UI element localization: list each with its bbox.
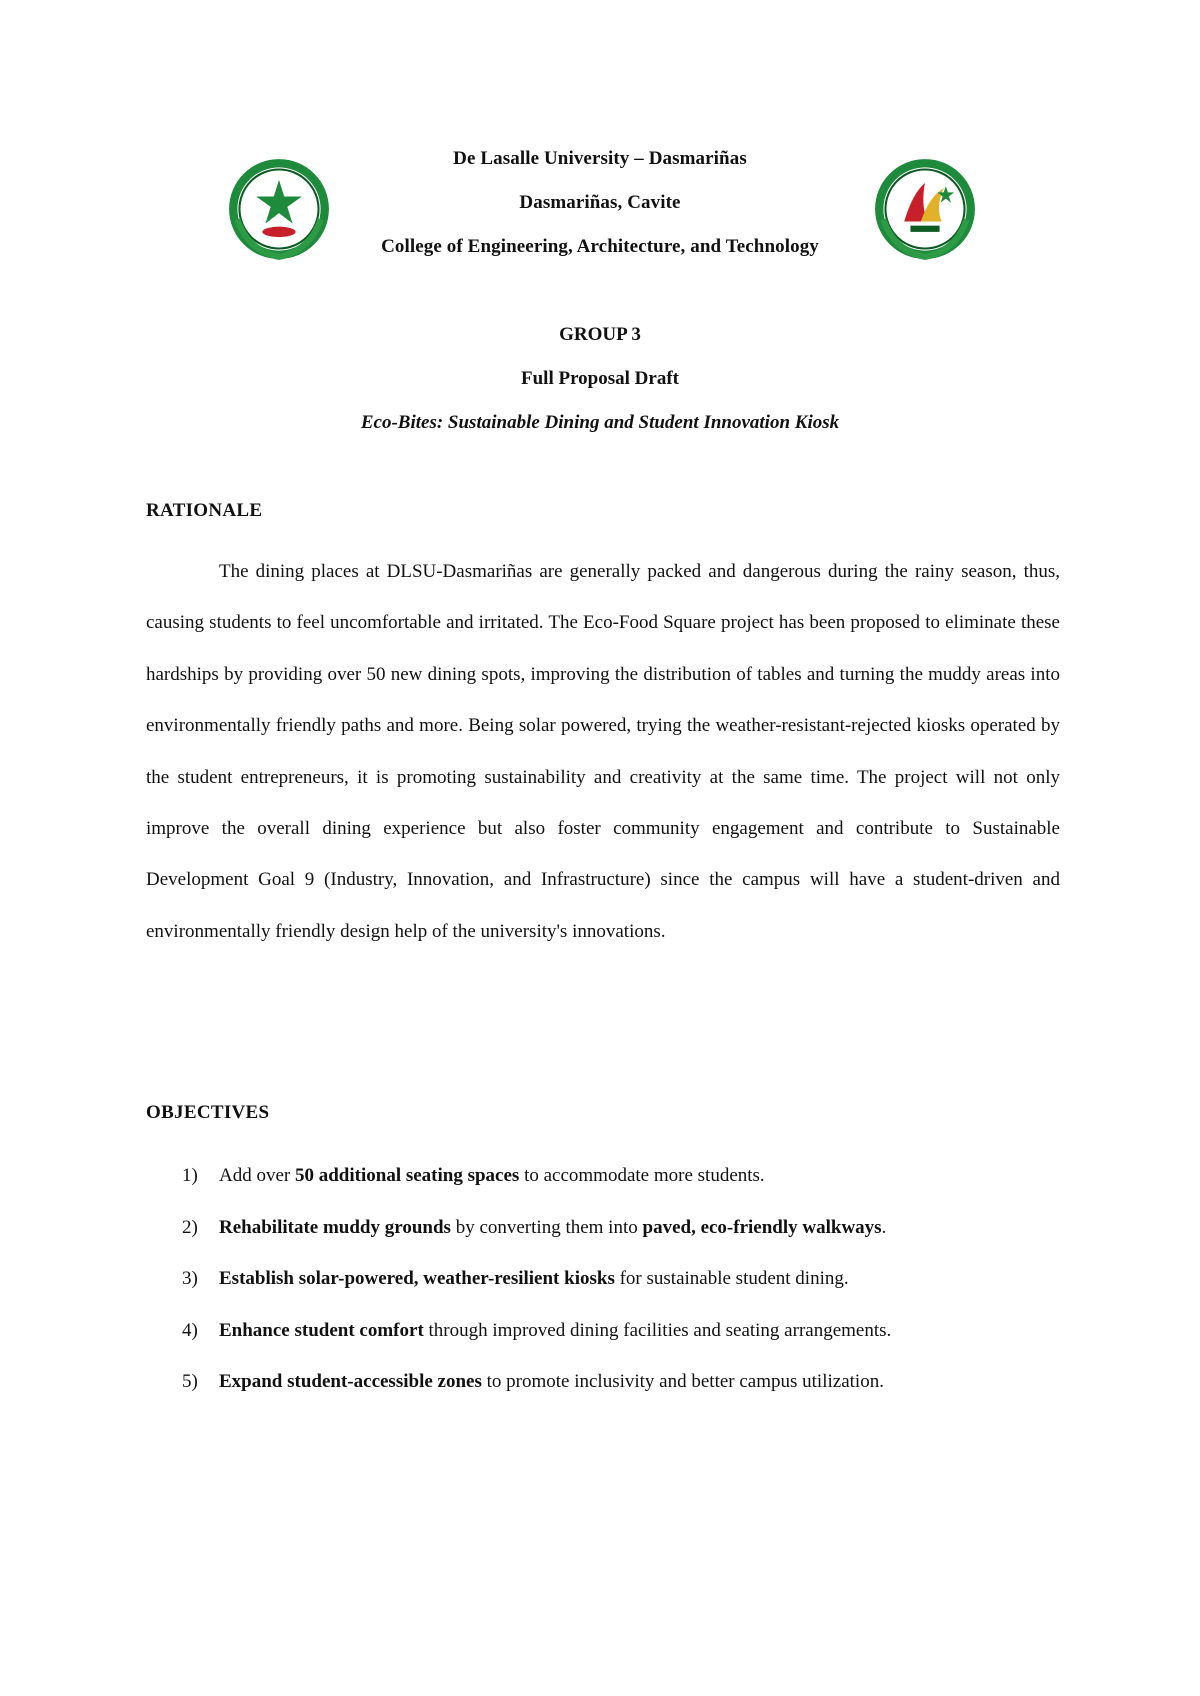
university-name: De Lasalle University – Dasmariñas	[453, 148, 747, 169]
objective-text: Rehabilitate muddy grounds by converting them into paved, eco-friendly walkways.	[219, 1216, 887, 1238]
objective-number: 2)	[182, 1216, 198, 1238]
objective-number: 3)	[182, 1268, 198, 1290]
objective-number: 1)	[182, 1165, 198, 1186]
rationale-heading: RATIONALE	[146, 500, 263, 521]
objective-item	[146, 1156, 1060, 1208]
objectives-list	[146, 1156, 1060, 1414]
rationale-paragraph: The dining places at DLSU-Dasmariñas are generally packed and dangerous during the rainy season, thus, causing students to feel uncomfortable and irritated. The Eco-Food Square project has been proposed to eliminate these hardships by providing over 50 new dining spots, improving the distribution of tables and turning the muddy areas into environmentally friendly paths and more. Being solar powered, trying the weather-resistant-rejected kiosks operated by the student entrepreneurs, it is promoting sustainability and creativity at the same time. The project will not only improve the overall dining experience but also foster community engagement and contribute to Sustainable Development Goal 9 (Industry, Innovation, and Infrastructure) since the campus will have a student-driven and environmentally friendly design help of the university's innovations.	[146, 561, 1060, 942]
objective-number: 5)	[182, 1371, 198, 1393]
document-type: Full Proposal Draft	[521, 368, 679, 389]
objective-text: Establish solar-powered, weather-resilient kiosks for sustainable student dining.	[219, 1268, 849, 1290]
objective-text: Enhance student comfort through improved dining facilities and seating arrangements.	[219, 1319, 892, 1341]
college-name: College of Engineering, Architecture, and Technology	[381, 236, 819, 257]
objective-item	[146, 1311, 1060, 1363]
university-location: Dasmariñas, Cavite	[519, 192, 681, 213]
objective-text: Expand student-accessible zones to promote inclusivity and better campus utilization.	[219, 1371, 884, 1393]
objective-number: 4)	[182, 1319, 198, 1341]
objectives-heading: OBJECTIVES	[146, 1102, 270, 1123]
objective-text: Add over 50 additional seating spaces to accommodate more students.	[219, 1165, 765, 1186]
objective-item	[146, 1362, 1060, 1414]
group-label: GROUP 3	[559, 324, 641, 345]
objective-item	[146, 1208, 1060, 1260]
project-title: Eco-Bites: Sustainable Dining and Student Innovation Kiosk	[360, 412, 840, 433]
objective-item	[146, 1259, 1060, 1311]
